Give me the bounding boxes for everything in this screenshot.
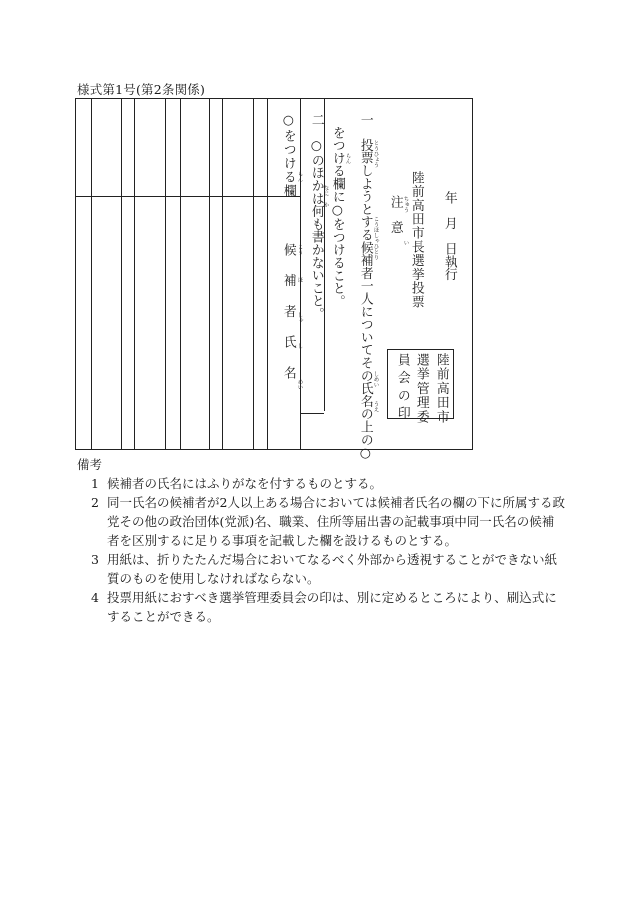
form-number-label: 様式第1号(第2条関係) [77, 82, 206, 97]
election-date-line: 年 月 日執行 [441, 191, 457, 281]
remark-number: 3 [91, 552, 99, 567]
instruction-1-ruby: とうひょう [372, 140, 379, 168]
instruction-2-ruby: か [322, 202, 329, 208]
column-divider [300, 99, 301, 449]
seal-line-2: 選挙管理委 [413, 353, 429, 425]
column-divider [91, 99, 92, 449]
instruction-1-line-2: をつける欄に○をつけること。 [329, 126, 345, 308]
remark-text: 投票用紙におすべき選挙管理委員会の印は、別に定めるところにより、刷込式にすることができる。 [107, 590, 557, 624]
remark-text: 同一氏名の候補者が2人以上ある場合においては候補者氏名の欄の下に所属する政党その他の政治団体(党派)名、職業、住所等届出書の記載事項中同一氏名の候補者を区別するに足りる事項を記載した欄を設けるものとする。 [107, 495, 565, 548]
seal-line-1: 陸前高田市 [433, 353, 449, 425]
seal-line-3: 員会の印 [394, 353, 410, 425]
remark-item [75, 550, 565, 588]
caution-ruby: ちゅう [402, 196, 409, 213]
column-divider [180, 99, 181, 449]
column-divider [253, 99, 254, 449]
remarks-heading: 備考 [77, 457, 103, 472]
header-bottom-line [300, 413, 324, 414]
column-divider [222, 99, 223, 449]
instruction-1-ruby: こうほしゃひとり [372, 216, 379, 260]
candidate-name-ruby: ほ [296, 277, 303, 283]
candidate-name-ruby: こう [296, 244, 303, 255]
candidate-name-ruby: しゃ [296, 312, 303, 323]
column-divider [267, 99, 268, 449]
remark-item [75, 588, 565, 626]
mark-column-label: ○をつける欄 [280, 113, 296, 198]
remark-number: 2 [91, 495, 99, 510]
remark-item [75, 474, 565, 493]
remark-text: 候補者の氏名にはふりがなを付するものとする。 [107, 476, 383, 491]
election-title: 陸前高田市長選挙投票 [408, 171, 424, 309]
instruction-1-ruby: うえ [372, 401, 379, 412]
column-divider [324, 99, 325, 411]
candidate-name-ruby: めい [296, 379, 303, 390]
remark-text: 用紙は、折りたたんだ場合においてなるべく外部から透視することができない紙質のものを使用しなければならない。 [107, 552, 558, 586]
instruction-1-ruby: しめい [372, 371, 379, 388]
column-divider [134, 99, 135, 449]
caution-heading: 注 意 [387, 195, 403, 234]
instruction-2-ruby: なに [322, 185, 329, 196]
candidate-name-label: 候補者氏名 [280, 243, 296, 397]
column-divider [209, 99, 210, 449]
remarks-section [75, 455, 565, 626]
column-divider [165, 99, 166, 449]
instruction-1-line-1: 一 投票しようとする候補者一人についてその氏名の上の○ [357, 113, 373, 461]
mark-column-ruby: らん [296, 171, 303, 182]
instruction-1-ruby: らん [344, 153, 351, 164]
column-divider [121, 99, 122, 449]
instruction-2: 二 ○のほかは何も書かないこと。 [308, 113, 324, 320]
remark-number: 1 [91, 476, 99, 491]
remark-number: 4 [91, 590, 99, 605]
election-commission-seal [387, 349, 454, 425]
mark-name-divider [76, 196, 300, 197]
caution-ruby: い [402, 240, 409, 246]
candidate-name-ruby: し [296, 343, 303, 349]
remark-item [75, 493, 565, 550]
